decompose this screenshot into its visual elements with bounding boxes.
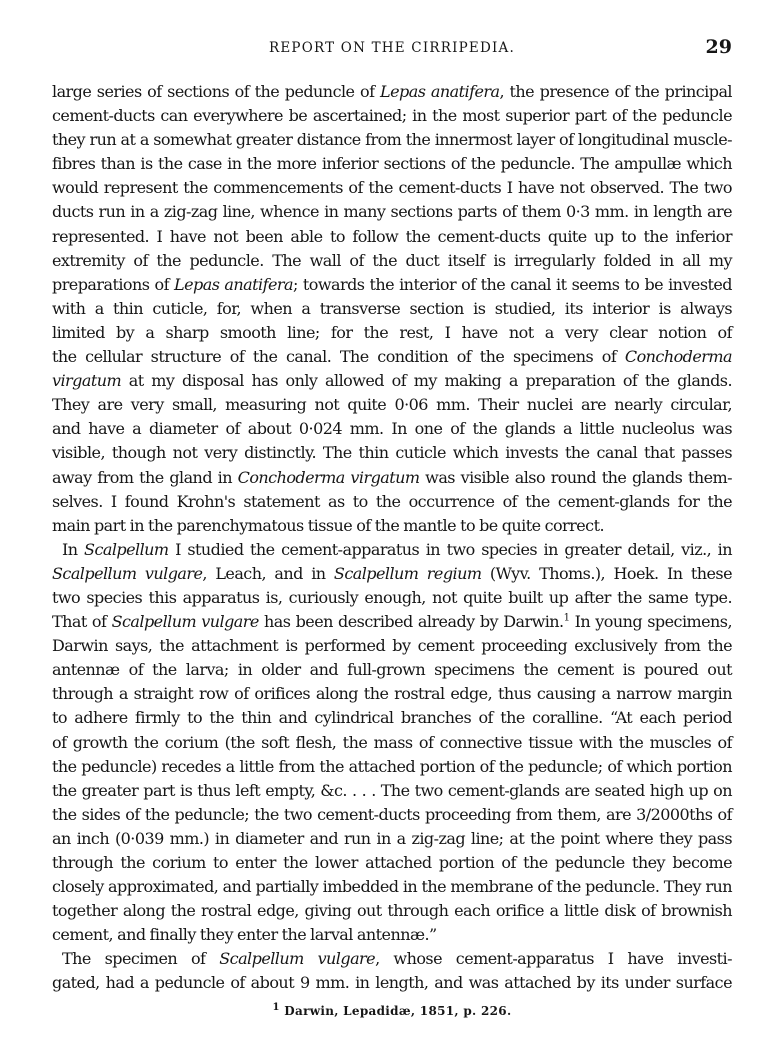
text-line: to adhere firmly to the thin and cylindrical branches of the coralline. “At each period (52, 708, 732, 728)
text-line: of growth the corium (the soft flesh, the mass of connective tissue with the muscles of (52, 732, 732, 752)
text-line: ducts run in a zig-zag line, whence in many sections parts of them 0·3 mm. in length are (52, 202, 732, 222)
text-line: with a thin cuticle, for, when a transverse section is studied, its interior is always (52, 298, 732, 318)
text-line: an inch (0·039 mm.) in diameter and run in a zig-zag line; at the point where they pass (52, 828, 732, 848)
text-line: extremity of the peduncle. The wall of the duct itself is irregularly folded in all my (52, 250, 732, 270)
text-line: cement, and finally they enter the larval antennæ.” (52, 925, 437, 945)
text-line: fibres than is the case in the more inferior sections of the peduncle. The ampullæ which (52, 154, 732, 174)
text-line: through the corium to enter the lower attached portion of the peduncle they become (52, 853, 732, 872)
text-line: they run at a somewhat greater distance from the innermost layer of longitudinal muscle- (52, 130, 732, 150)
text-line: large series of sections of the peduncle of Lepas anatifera, the presence of the principal (52, 82, 732, 101)
text-line: virgatum at my disposal has only allowed of my making a preparation of the glands. (52, 371, 732, 391)
text-line: That of Scalpellum vulgare has been described already by Darwin.$^1$ In young specimens, (52, 612, 733, 632)
text-line: selves. I found Krohn's statement as to the occurrence of the cement-glands for the (52, 491, 732, 511)
text-line: preparations of Lepas anatifera; towards the interior of the canal it seems to be invested (52, 274, 732, 294)
text-line: together along the rostral edge, giving out through each orifice a little disk of brownish (52, 901, 732, 921)
running-title: REPORT ON THE CIRRIPEDIA. (269, 40, 515, 56)
footnote (52, 1004, 732, 1018)
text-line: gated, had a peduncle of about 9 mm. in length, and was attached by its under surface (52, 973, 732, 993)
text-line: The specimen of Scalpellum vulgare, whose cement-apparatus I have investi- (62, 949, 732, 969)
text-line: In Scalpellum I studied the cement-apparatus in two species in greater detail, viz., in (62, 539, 733, 559)
text-line: closely approximated, and partially imbedded in the membrane of the peduncle. They run (52, 877, 732, 897)
text-line: Scalpellum vulgare, Leach, and in Scalpellum regium (Wyv. Thoms.), Hoek. In these (52, 563, 732, 583)
text-line: and have a diameter of about 0·024 mm. In one of the glands a little nucleolus was (52, 419, 732, 439)
text-line: antennæ of the larva; in older and full-grown specimens the cement is poured out (52, 660, 732, 680)
text-line: would represent the commencements of the cement-ducts I have not observed. The two (52, 178, 732, 198)
footnote-text: Darwin, Lepadidæ, 1851, p. 226. (284, 1004, 512, 1018)
page-number: 29 (705, 36, 732, 58)
text-line: represented. I have not been able to follow the cement-ducts quite up to the inferior (52, 226, 732, 246)
text-line: the peduncle) recedes a little from the attached portion of the peduncle; of which portion (52, 756, 732, 776)
text-line: Darwin says, the attachment is performed by cement proceeding exclusively from the (52, 636, 732, 656)
footnote-marker: 1 (272, 1002, 280, 1013)
text-line: cement-ducts can everywhere be ascertained; in the most superior part of the peduncle (52, 106, 732, 126)
running-head (52, 36, 732, 64)
text-line: They are very small, measuring not quite 0·06 mm. Their nuclei are nearly circular, (52, 395, 732, 415)
text-line: main part in the parenchymatous tissue of the mantle to be quite correct. (52, 515, 604, 535)
text-line: away from the gland in Conchoderma virgatum was visible also round the glands them- (52, 467, 732, 487)
text-line: the cellular structure of the canal. The condition of the specimens of Conchoderma (52, 347, 732, 367)
text-line: through a straight row of orifices along the rostral edge, thus causing a narrow margin (52, 684, 732, 704)
text-line: the greater part is thus left empty, &c. . . . The two cement-glands are seated high up on (52, 780, 732, 800)
text-line: visible, though not very distinctly. The thin cuticle which invests the canal that passes (52, 443, 732, 463)
text-line: limited by a sharp smooth line; for the rest, I have not a very clear notion of (52, 322, 732, 342)
text-line: two species this apparatus is, curiously enough, not quite built up after the same type. (52, 587, 732, 607)
body-text (52, 80, 732, 996)
text-line: the sides of the peduncle; the two cement-ducts proceeding from them, are 3/2000ths of (52, 804, 732, 824)
